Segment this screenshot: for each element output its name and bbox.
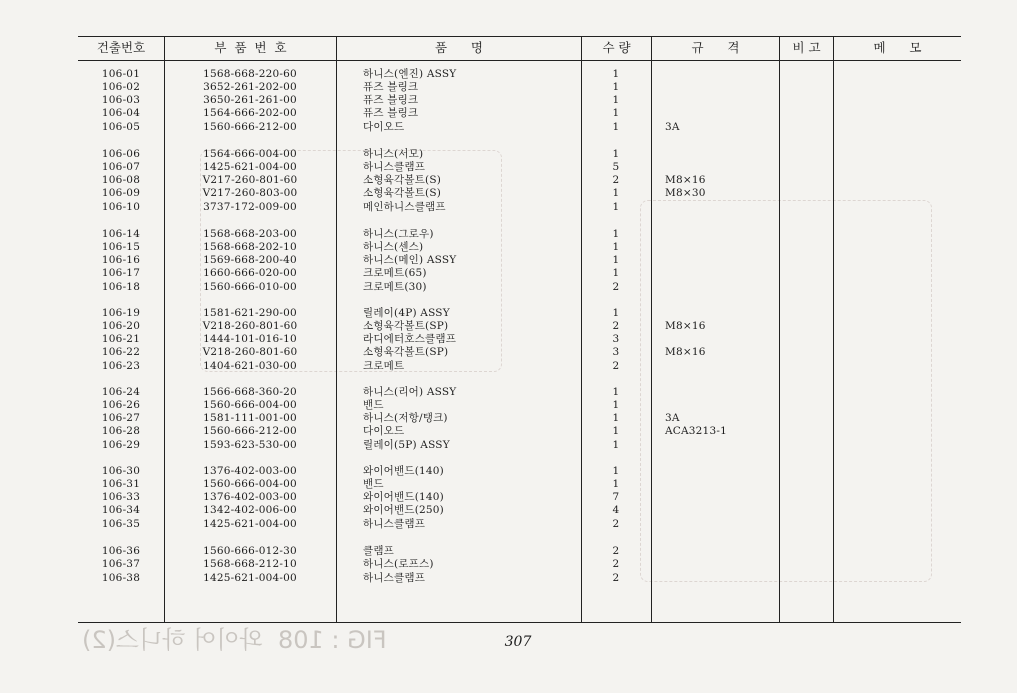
- part-number-cell: 1568-668-220-60: [203, 68, 297, 80]
- part-name-cell: 하니스(서모): [363, 148, 424, 160]
- part-name-cell: 와이어밴드(140): [363, 491, 444, 503]
- part-number-cell: 1376-402-003-00: [203, 491, 297, 503]
- part-number-cell: V218-260-801-60: [202, 346, 298, 358]
- quantity-cell: 2: [612, 360, 620, 372]
- part-number-cell: 1342-402-006-00: [203, 504, 297, 516]
- spec-cell: [665, 360, 777, 373]
- part-name-cell: 하니스(저항/탱크): [363, 412, 448, 424]
- row-number-cell: 106-02: [101, 81, 141, 93]
- part-name-cell: 와이어밴드(250): [363, 504, 444, 516]
- row-number-cell: 106-23: [101, 360, 141, 372]
- part-name-cell: 퓨즈 블링크: [363, 94, 419, 106]
- header-memo: 메 모: [873, 40, 922, 55]
- part-number-cell: 1568-668-203-00: [203, 228, 297, 240]
- row-number-cell: 106-29: [101, 439, 141, 451]
- quantity-cell: 1: [612, 267, 620, 279]
- row-number-cell: 106-31: [101, 478, 141, 490]
- spec-cell: [665, 254, 777, 267]
- spec-cell: [665, 333, 777, 346]
- spec-cell: ACA3213-1: [665, 425, 727, 437]
- part-number-cell: 1568-668-202-10: [203, 241, 297, 253]
- spec-cell: 3A: [665, 121, 680, 133]
- spec-cell: [665, 478, 777, 491]
- row-number-cell: 106-15: [101, 241, 141, 253]
- row-number-cell: 106-21: [101, 333, 141, 345]
- spec-cell: M8×16: [665, 320, 706, 332]
- part-number-cell: 1568-668-212-10: [203, 558, 297, 570]
- quantity-cell: 1: [612, 478, 620, 490]
- part-name-cell: 하니스클램프: [363, 161, 426, 173]
- quantity-cell: 1: [612, 386, 620, 398]
- part-number-cell: 3737-172-009-00: [203, 201, 297, 213]
- row-number-cell: 106-09: [101, 187, 141, 199]
- row-number-cell: 106-38: [101, 572, 141, 584]
- part-number-cell: 1566-668-360-20: [203, 386, 297, 398]
- spec-cell: [665, 386, 777, 399]
- row-number-cell: 106-34: [101, 504, 141, 516]
- quantity-cell: 3: [612, 333, 620, 345]
- part-number-cell: 1581-621-290-00: [203, 307, 297, 319]
- row-number-cell: 106-07: [101, 161, 141, 173]
- header-bottom-border: [78, 60, 961, 61]
- row-number-cell: 106-22: [101, 346, 141, 358]
- part-number-cell: 1581-111-001-00: [203, 412, 297, 424]
- spec-cell: [665, 491, 777, 504]
- quantity-cell: 1: [612, 68, 620, 80]
- part-number-cell: 1569-668-200-40: [203, 254, 297, 266]
- quantity-cell: 1: [612, 425, 620, 437]
- part-name-cell: 하니스(센스): [363, 241, 424, 253]
- part-name-cell: 하니스클램프: [363, 518, 426, 530]
- row-number-cell: 106-01: [101, 68, 141, 80]
- spec-cell: M8×16: [665, 346, 706, 358]
- part-name-cell: 하니스(로프스): [363, 558, 434, 570]
- part-name-cell: 하니스(엔진) ASSY: [363, 68, 457, 80]
- part-name-cell: 다이오드: [363, 121, 405, 133]
- spec-cell: [665, 81, 777, 94]
- quantity-cell: 1: [612, 107, 620, 119]
- quantity-cell: 7: [612, 491, 620, 503]
- spec-cell: [665, 94, 777, 107]
- spec-cell: [665, 465, 777, 478]
- quantity-cell: 1: [612, 94, 620, 106]
- quantity-cell: 2: [612, 320, 620, 332]
- quantity-cell: 2: [612, 545, 620, 557]
- quantity-cell: 2: [612, 518, 620, 530]
- part-name-cell: 소형육각볼트(SP): [363, 346, 449, 358]
- part-name-cell: 하니스(그로우): [363, 228, 434, 240]
- header-part-number: 부 품 번 호: [214, 40, 287, 55]
- part-number-cell: 1425-621-004-00: [203, 572, 297, 584]
- row-number-cell: 106-33: [101, 491, 141, 503]
- row-number-cell: 106-26: [101, 399, 141, 411]
- quantity-cell: 3: [612, 346, 620, 358]
- row-number-cell: 106-04: [101, 107, 141, 119]
- part-number-cell: 1593-623-530-00: [203, 439, 297, 451]
- column-divider: [164, 36, 165, 623]
- row-number-cell: 106-24: [101, 386, 141, 398]
- part-number-cell: 1425-621-004-00: [203, 161, 297, 173]
- part-number-cell: 1560-666-012-30: [203, 545, 297, 557]
- part-name-cell: 와이어밴드(140): [363, 465, 444, 477]
- part-name-cell: 하니스(리어) ASSY: [363, 386, 457, 398]
- part-name-cell: 밴드: [363, 399, 384, 411]
- row-number-cell: 106-18: [101, 281, 141, 293]
- quantity-cell: 1: [612, 201, 620, 213]
- quantity-cell: 1: [612, 228, 620, 240]
- row-number-cell: 106-08: [101, 174, 141, 186]
- part-number-cell: 3652-261-202-00: [203, 81, 297, 93]
- part-name-cell: 퓨즈 블링크: [363, 81, 419, 93]
- quantity-cell: 1: [612, 241, 620, 253]
- table-top-border: [78, 36, 961, 37]
- part-name-cell: 소형육각볼트(SP): [363, 320, 449, 332]
- part-name-cell: 소형육각볼트(S): [363, 187, 442, 199]
- spec-cell: [665, 241, 777, 254]
- spec-cell: [665, 545, 777, 558]
- table-bottom-border: [78, 622, 961, 623]
- row-number-cell: 106-28: [101, 425, 141, 437]
- spec-cell: [665, 228, 777, 241]
- quantity-cell: 1: [612, 148, 620, 160]
- part-number-cell: 1404-621-030-00: [203, 360, 297, 372]
- spec-cell: [665, 148, 777, 161]
- part-number-cell: 1444-101-016-10: [203, 333, 297, 345]
- spec-cell: [665, 439, 777, 452]
- row-number-cell: 106-35: [101, 518, 141, 530]
- part-number-cell: 1560-666-004-00: [203, 399, 297, 411]
- row-number-cell: 106-20: [101, 320, 141, 332]
- part-number-cell: V217-260-801-60: [202, 174, 298, 186]
- spec-cell: [665, 399, 777, 412]
- row-number-cell: 106-03: [101, 94, 141, 106]
- quantity-cell: 1: [612, 307, 620, 319]
- quantity-cell: 1: [612, 121, 620, 133]
- part-name-cell: 릴레이(5P) ASSY: [363, 439, 450, 451]
- spec-cell: M8×30: [665, 187, 706, 199]
- header-spec: 규 격: [691, 40, 740, 55]
- column-divider: [651, 36, 652, 623]
- spec-cell: [665, 281, 777, 294]
- quantity-cell: 1: [612, 81, 620, 93]
- header-part-name: 품 명: [435, 40, 483, 55]
- part-name-cell: 소형육각볼트(S): [363, 174, 442, 186]
- part-number-cell: 1660-666-020-00: [203, 267, 297, 279]
- part-name-cell: 하니스클램프: [363, 572, 426, 584]
- column-divider: [833, 36, 834, 623]
- spec-cell: [665, 504, 777, 517]
- part-number-cell: 1425-621-004-00: [203, 518, 297, 530]
- quantity-cell: 4: [612, 504, 620, 516]
- part-number-cell: V217-260-803-00: [202, 187, 298, 199]
- part-name-cell: 퓨즈 블링크: [363, 107, 419, 119]
- column-divider: [336, 36, 337, 623]
- show-through-caption: FIG : 108 와이어 하니스(2): [82, 626, 387, 654]
- row-number-cell: 106-10: [101, 201, 141, 213]
- row-number-cell: 106-27: [101, 412, 141, 424]
- part-name-cell: 크로메트(30): [363, 281, 427, 293]
- spec-cell: [665, 572, 777, 585]
- quantity-cell: 1: [612, 187, 620, 199]
- part-name-cell: 클램프: [363, 545, 395, 557]
- spec-cell: [665, 107, 777, 120]
- part-name-cell: 크로메트: [363, 360, 405, 372]
- spec-cell: [665, 558, 777, 571]
- page-number: 307: [504, 634, 532, 650]
- part-number-cell: V218-260-801-60: [202, 320, 298, 332]
- part-name-cell: 크로메트(65): [363, 267, 427, 279]
- row-number-cell: 106-30: [101, 465, 141, 477]
- quantity-cell: 2: [612, 558, 620, 570]
- quantity-cell: 1: [612, 465, 620, 477]
- part-name-cell: 다이오드: [363, 425, 405, 437]
- quantity-cell: 1: [612, 439, 620, 451]
- spec-cell: M8×16: [665, 174, 706, 186]
- row-number-cell: 106-14: [101, 228, 141, 240]
- spec-cell: [665, 201, 777, 214]
- row-number-cell: 106-06: [101, 148, 141, 160]
- row-number-cell: 106-16: [101, 254, 141, 266]
- header-no: 건출번호: [96, 40, 146, 55]
- spec-cell: [665, 267, 777, 280]
- part-number-cell: 1376-402-003-00: [203, 465, 297, 477]
- part-name-cell: 릴레이(4P) ASSY: [363, 307, 450, 319]
- quantity-cell: 1: [612, 254, 620, 266]
- part-number-cell: 1560-666-212-00: [203, 425, 297, 437]
- header-remark: 비 고: [792, 40, 821, 55]
- quantity-cell: 2: [612, 572, 620, 584]
- quantity-cell: 1: [612, 412, 620, 424]
- column-divider: [779, 36, 780, 623]
- part-name-cell: 하니스(메인) ASSY: [363, 254, 457, 266]
- column-divider: [581, 36, 582, 623]
- row-number-cell: 106-37: [101, 558, 141, 570]
- spec-cell: [665, 518, 777, 531]
- quantity-cell: 1: [612, 399, 620, 411]
- spec-cell: [665, 68, 777, 81]
- part-number-cell: 1564-666-004-00: [203, 148, 297, 160]
- row-number-cell: 106-05: [101, 121, 141, 133]
- part-number-cell: 3650-261-261-00: [203, 94, 297, 106]
- quantity-cell: 2: [612, 174, 620, 186]
- header-quantity: 수 량: [602, 40, 631, 55]
- part-number-cell: 1560-666-004-00: [203, 478, 297, 490]
- part-name-cell: 라디에터호스클램프: [363, 333, 457, 345]
- row-number-cell: 106-19: [101, 307, 141, 319]
- part-number-cell: 1560-666-010-00: [203, 281, 297, 293]
- part-name-cell: 메인하니스클램프: [363, 201, 446, 213]
- row-number-cell: 106-36: [101, 545, 141, 557]
- spec-cell: 3A: [665, 412, 680, 424]
- part-name-cell: 밴드: [363, 478, 384, 490]
- spec-cell: [665, 161, 777, 174]
- spec-cell: [665, 307, 777, 320]
- row-number-cell: 106-17: [101, 267, 141, 279]
- quantity-cell: 2: [612, 281, 620, 293]
- part-number-cell: 1564-666-202-00: [203, 107, 297, 119]
- part-number-cell: 1560-666-212-00: [203, 121, 297, 133]
- quantity-cell: 5: [612, 161, 620, 173]
